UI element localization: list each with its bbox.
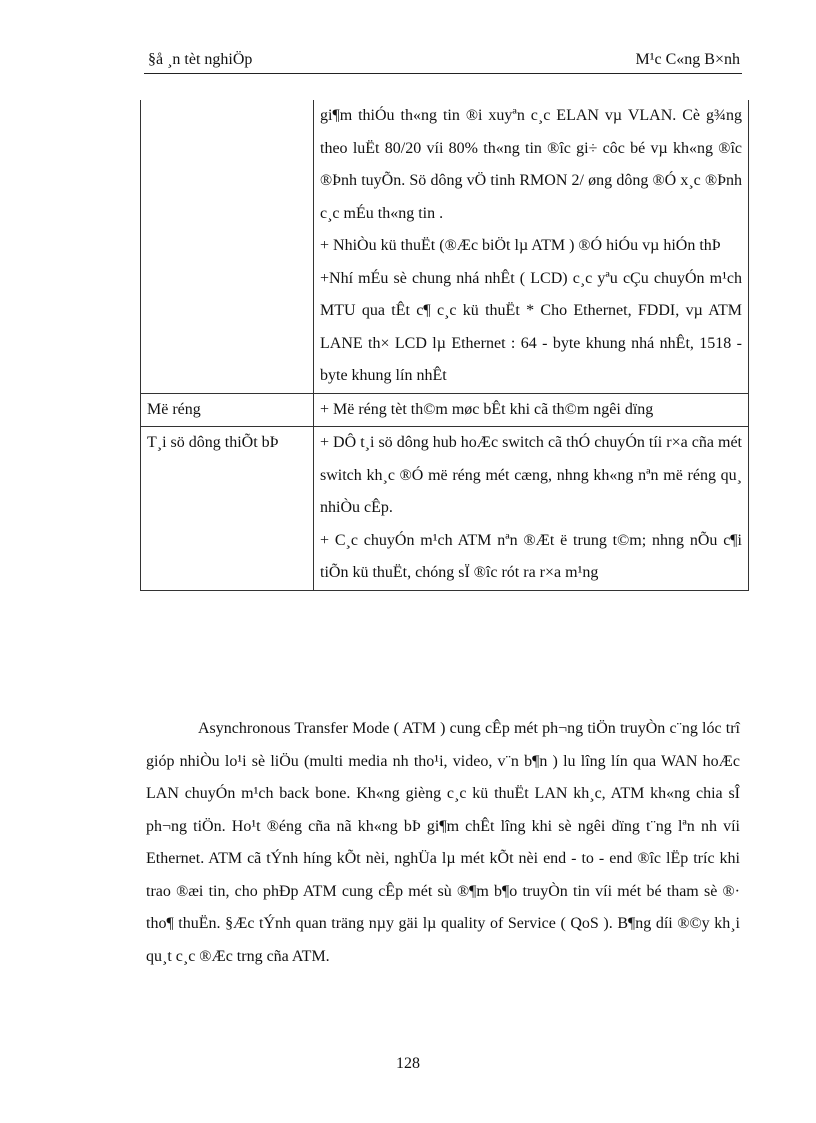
table-paragraph: +Nhí mÉu sè chung nhá nhÊt ( LCD) c¸c yªu cÇu chuyÓn m¹ch MTU qua tÊt c¶ c¸c kü thuËt * Cho Ethernet, FDDI, vµ ATM LANE th× LCD lµ Ethernet : 64 - byte khung nhá nhÊt, 1518 - byte khung lín nhÊt [320, 269, 742, 384]
page-header [144, 47, 742, 74]
table-row [141, 393, 749, 427]
header-author: M¹c C«ng B×nh [635, 51, 740, 68]
page-number: 128 [396, 1055, 420, 1072]
table-paragraph: + C¸c chuyÓn m¹ch ATM nªn ®Æt ë trung t©m; nhng nÕu c¶i tiÕn kü thuËt, chóng sÏ ®îc rót ra r×a m¹ng [320, 531, 742, 581]
table-row [141, 100, 749, 393]
table-row-label [141, 100, 314, 393]
table-row-label: Më réng [141, 393, 314, 427]
table-row [141, 427, 749, 591]
table-row-content [314, 100, 749, 393]
table-row-content [314, 427, 749, 591]
table-paragraph: + DÔ t¸i sö dông hub hoÆc switch cã thÓ chuyÓn tíi r×a cña mét switch kh¸c ®Ó më réng mét cæng, nhng kh«ng nªn më réng qu¸ nhiÒu cÊp. [320, 434, 742, 516]
body-paragraph: Asynchronous Transfer Mode ( ATM ) cung cÊp mét ph¬ng tiÖn truyÒn c¨ng lóc trî gióp nhiÒu lo¹i sè liÖu (multi media nh tho¹i, video, v¨n b¶n ) lu lîng lín qua WAN hoÆc LAN chuyÓn m¹ch back bone. Kh«ng gièng c¸c kü thuËt LAN kh¸c, ATM kh«ng chia sÎ ph¬ng tiÖn. Ho¹t ®éng cña nã kh«ng bÞ gi¶m chÊt lîng khi sè ngêi dïng t¨ng lªn nh víi Ethernet. ATM cã tÝnh híng kÕt nèi, nghÜa lµ mét kÕt nèi end - to - end ®îc lËp tríc khi trao ®æi tin, cho phÐp ATM cung cÊp mét sù ®¶m b¶o truyÒn tin víi mét bé tham sè ®· tho¶ thuËn. §Æc tÝnh quan träng nµy gäi lµ quality of Service ( QoS ). B¶ng díi ®©y kh¸i qu¸t c¸c ®Æc trng cña ATM. [146, 720, 740, 965]
body-text [146, 713, 740, 973]
table-paragraph: gi¶m thiÓu th«ng tin ®i xuyªn c¸c ELAN vµ VLAN. Cè g¾ng theo luËt 80/20 víi 80% th«ng tin ®îc gi÷ côc bé vµ kh«ng ®îc ®Þnh tuyÕn. Sö dông vÖ tinh RMON 2/ øng dông ®Ó x¸c ®Þnh c¸c mÉu th«ng tin . [320, 107, 742, 222]
table-row-label: T¸i sö dông thiÕt bÞ [141, 427, 314, 591]
criteria-table [140, 100, 749, 591]
header-document-title: §å ¸n tèt nghiÖp [148, 51, 253, 68]
table-paragraph: + NhiÒu kü thuËt (®Æc biÖt lµ ATM ) ®Ó hiÓu vµ hiÓn thÞ [320, 237, 721, 254]
table-row-content [314, 393, 749, 427]
table-paragraph: + Më réng tèt th©m møc bÊt khi cã th©m ngêi dïng [320, 400, 654, 418]
